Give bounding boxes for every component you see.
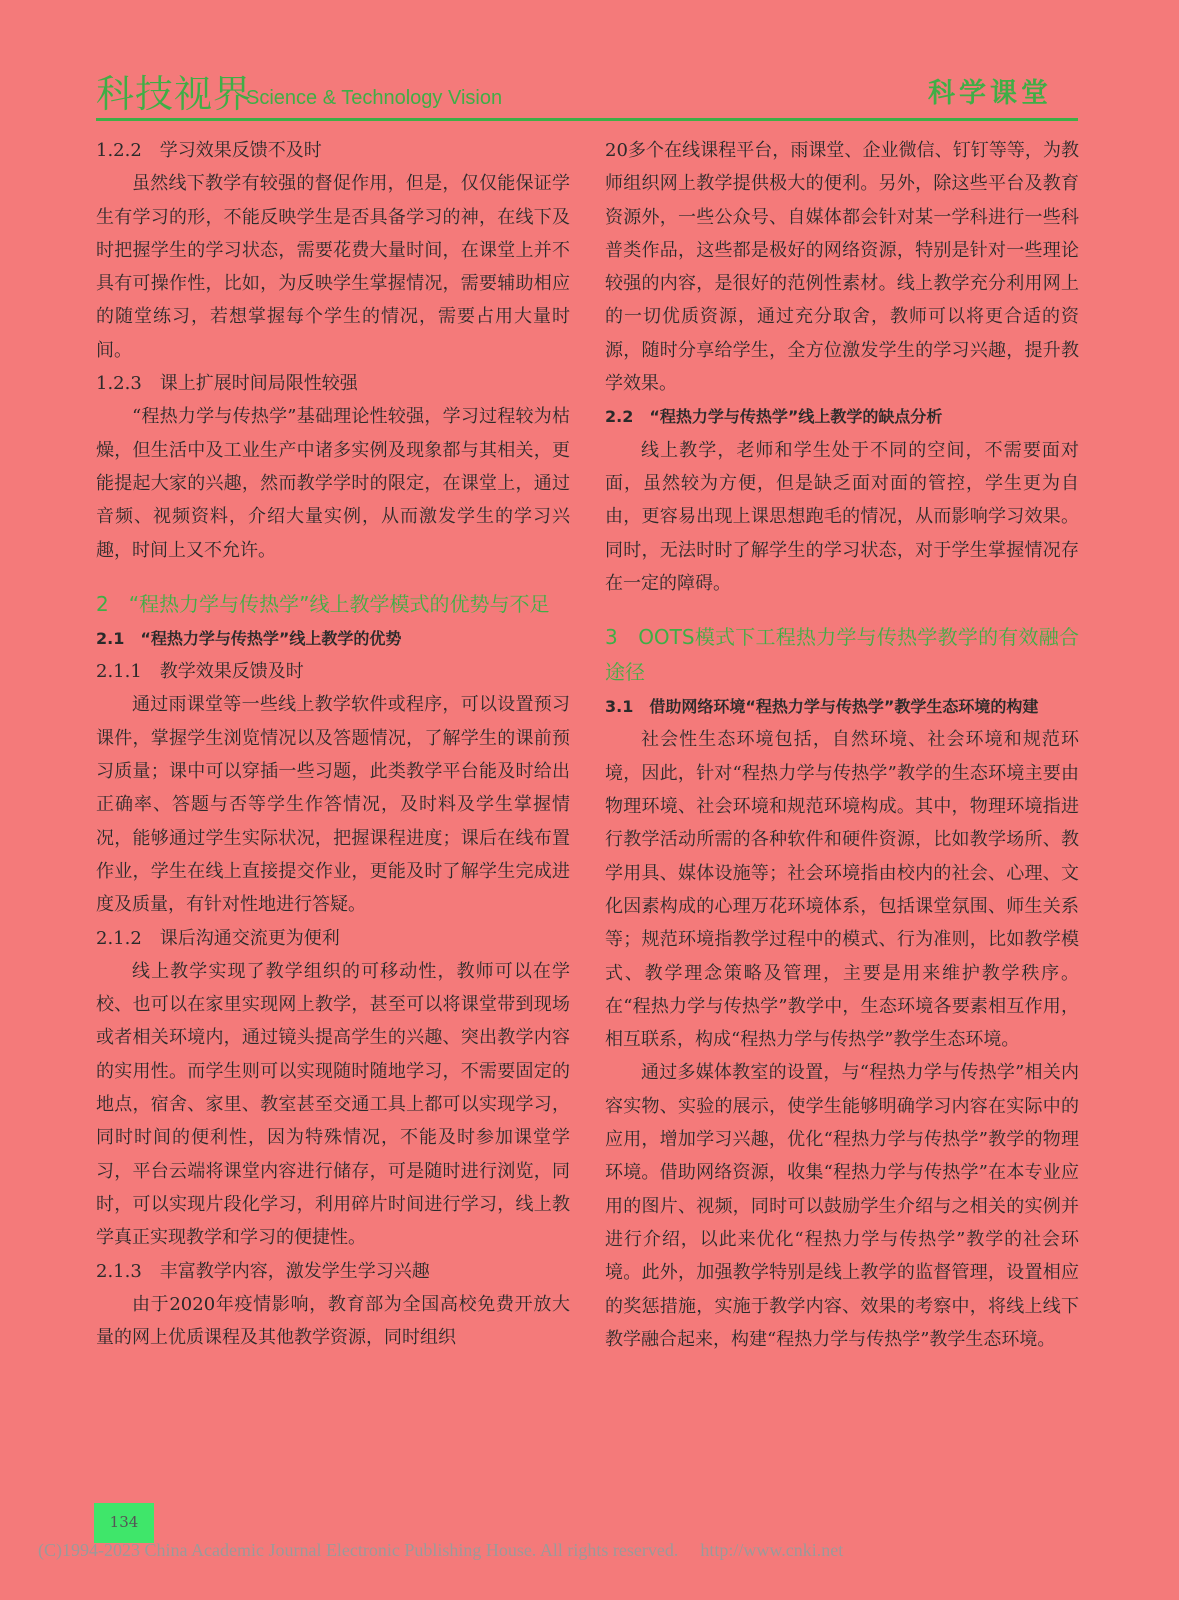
subsubsection-heading: 2.1.2 课后沟通交流更为便利	[96, 927, 340, 949]
paragraph: 线上教学实现了教学组织的可移动性，教师可以在学校、也可以在家里实现网上教学，甚至可以将课堂带到现场或者相关环境内，通过镜头提高学生的兴趣、突出教学内容的实用性。而学生则可以实现随时随地学习，不需要固定的地点，宿舍、家里、教室甚至交通工具上都可以实现学习，同时时间的便利性，因为特殊情况，不能及时参加课堂学习，平台云端将课堂内容进行储存，可是随时进行浏览，同时，可以实现片段化学习，利用碎片时间进行学习，线上教学真正实现教学和学习的便捷性。	[96, 960, 570, 1249]
page-number: 134	[109, 1513, 139, 1531]
copyright-footer	[38, 1540, 843, 1561]
paragraph: 通过多媒体教室的设置，与“程热力学与传热学”相关内容实物、实验的展示，使学生能够明确学习内容在实际中的应用，增加学习兴趣，优化“程热力学与传热学”教学的物理环境。借助网络资源，收集“程热力学与传热学”在本专业应用的图片、视频，同时可以鼓励学生介绍与之相关的实例并进行介绍，以此来优化“程热力学与传热学”教学的社会环境。此外，加强教学特别是线上教学的监督管理，设置相应的奖惩措施，实施于教学内容、效果的考察中，将线上线下教学融合起来，构建“程热力学与传热学”教学生态环境。	[605, 1062, 1079, 1350]
subsection-heading: 2.2 “程热力学与传热学”线上教学的缺点分析	[605, 407, 943, 427]
header-rule	[96, 118, 1078, 121]
section-gap	[605, 600, 1079, 620]
right-column	[605, 134, 1079, 1356]
subsubsection-heading: 1.2.2 学习效果反馈不及时	[96, 140, 322, 161]
journal-name-cn: 科技视界	[96, 72, 253, 116]
journal-header	[96, 72, 1078, 118]
paragraph: 通过雨课堂等一些线上教学软件或程序，可以设置预习课件，掌握学生浏览情况以及答题情况，了解学生的课前预习质量；课中可以穿插一些习题，此类教学平台能及时给出正确率、答题与否等学生作答情况，及时料及学生掌握情况，能够通过学生实际状况，把握课程进度；课后在线布置作业，学生在线上直接提交作业，更能及时了解学生完成进度及质量，有针对性地进行答疑。	[96, 694, 570, 916]
section-title: 科学课堂	[928, 78, 1052, 109]
paragraph: 线上教学，老师和学生处于不同的空间，不需要面对面，虽然较为方便，但是缺乏面对面的管控，学生更为自由，更容易出现上课思想跑毛的情况，从而影响学习效果。同时，无法时时了解学生的学习状态，对于学生掌握情况存在一定的障碍。	[605, 439, 1079, 594]
subsubsection-heading: 2.1.1 教学效果反馈及时	[96, 661, 304, 683]
paragraph: 虽然线下教学有较强的督促作用，但是，仅仅能保证学生有学习的形，不能反映学生是否具备学习的神，在线下及时把握学生的学习状态，需要花费大量时间，在课堂上并不具有可操作性，比如，为反映学生掌握情况，需要辅助相应的随堂练习，若想掌握每个学生的情况，需要占用大量时间。	[96, 173, 570, 361]
section-heading: 3 OOTS模式下工程热力学与传热学教学的有效融合途径	[605, 625, 1079, 685]
page-number-box	[94, 1503, 154, 1543]
copyright-text: (C)1994-2023 China Academic Journal Electronic Publishing House. All rights reserved.	[38, 1540, 679, 1560]
subsubsection-heading: 1.2.3 课上扩展时间局限性较强	[96, 373, 358, 395]
paragraph: 由于2020年疫情影响，教育部为全国高校免费开放大量的网上优质课程及其他教学资源，同时组织	[96, 1293, 570, 1349]
section-gap	[96, 567, 570, 587]
left-column	[96, 134, 570, 1354]
paragraph: “程热力学与传热学”基础理论性较强，学习过程较为枯燥，但生活中及工业生产中诸多实例及现象都与其相关，更能提起大家的兴趣，然而教学学时的限定，在课堂上，通过音频、视频资料，介绍大量实例，从而激发学生的学习兴趣，时间上又不允许。	[96, 406, 570, 561]
cnki-url: http://www.cnki.net	[700, 1540, 844, 1560]
paragraph: 社会性生态环境包括，自然环境、社会环境和规范环境，因此，针对“程热力学与传热学”教学的生态环境主要由物理环境、社会环境和规范环境构成。其中，物理环境指进行教学活动所需的各种软件和硬件资源，比如教学场所、教学用具、媒体设施等；社会环境指由校内的社会、心理、文化因素构成的心理万花环境体系，包括课堂氛围、师生关系等；规范环境指教学过程中的模式、行为准则，比如教学模式、教学理念策略及管理，主要是用来维护教学秩序。在“程热力学与传热学”教学中，生态环境各要素相互作用，相互联系，构成“程热力学与传热学”教学生态环境。	[605, 729, 1079, 1051]
subsection-heading: 2.1 “程热力学与传热学”线上教学的优势	[96, 628, 402, 648]
subsection-heading: 3.1 借助网络环境“程热力学与传热学”教学生态环境的构建	[605, 697, 1039, 717]
subsubsection-heading: 2.1.3 丰富教学内容，激发学生学习兴趣	[96, 1260, 430, 1282]
journal-name-en: Science & Technology Vision	[246, 87, 503, 109]
paragraph-continued: 20多个在线课程平台，雨课堂、企业微信、钉钉等等，为教师组织网上教学提供极大的便利。另外，除这些平台及教育资源外，一些公众号、自媒体都会针对某一学科进行一些科普类作品，这些都是极好的网络资源，特别是针对一些理论较强的内容，是很好的范例性素材。线上教学充分利用网上的一切优质资源，通过充分取舍，教师可以将更合适的资源，随时分享给学生，全方位激发学生的学习兴趣，提升教学效果。	[605, 140, 1079, 395]
section-heading: 2 “程热力学与传热学”线上教学模式的优势与不足	[96, 591, 550, 616]
